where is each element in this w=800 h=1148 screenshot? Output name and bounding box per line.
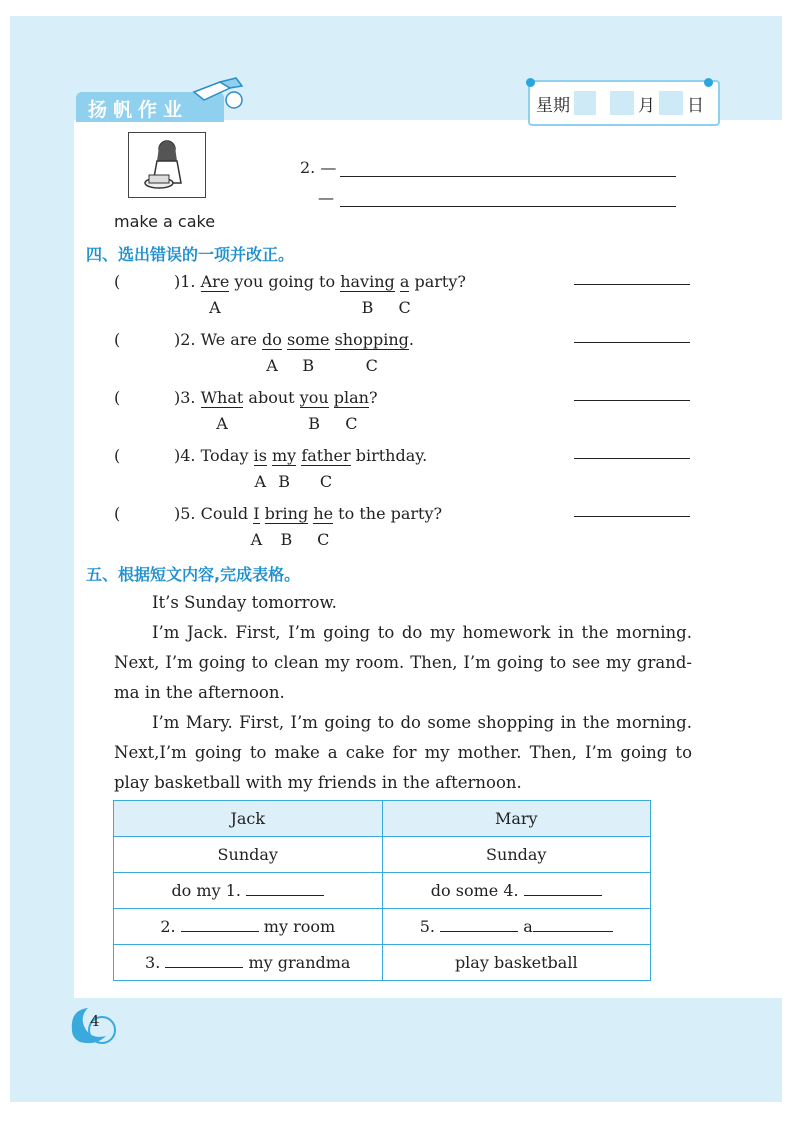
passage-jack: I’m Jack. First, I’m going to do my homework in the morning. Next, I’m going to clean my room. Then, I’m going to see my grand-ma in the afternoon.: [114, 623, 692, 702]
girl-making-cake-illustration: [128, 132, 206, 198]
option-c: a C: [398, 272, 411, 317]
date-week-label: 星期: [536, 95, 570, 116]
question-4: [114, 446, 694, 502]
dialog-dash: —: [320, 158, 337, 177]
option-b: you B: [299, 388, 329, 433]
date-day-field[interactable]: [659, 91, 683, 115]
correction-line[interactable]: [574, 516, 690, 517]
question-sentence: )1. Are A you going to having B a C party?: [174, 272, 466, 317]
question-number: )5.: [174, 504, 196, 523]
question-number: )4.: [174, 446, 196, 465]
section-4-title: 四、选出错误的一项并改正。: [86, 245, 295, 264]
question-1: [114, 272, 694, 328]
option-c: shopping C: [334, 330, 409, 375]
blank-1[interactable]: [246, 882, 324, 896]
correction-line[interactable]: [574, 458, 690, 459]
question-3: [114, 388, 694, 444]
option-a: Are A: [200, 272, 230, 317]
pencil-hand-icon: [190, 74, 250, 114]
option-a: What A: [200, 388, 244, 433]
passage-mary: I’m Mary. First, I’m going to do some shopping in the morning. Next,I’m going to make a cake for my mother. Then, I’m going to play basketball with my friends in the afternoon.: [114, 713, 692, 792]
option-c: plan C: [333, 388, 369, 433]
girl-cake-icon: [129, 133, 205, 197]
table-cell: Sunday: [382, 837, 651, 873]
option-b: bring B: [264, 504, 309, 549]
option-b: some B: [287, 330, 330, 375]
option-c: father C: [301, 446, 351, 491]
answer-table: [113, 800, 651, 981]
answer-paren: (: [114, 272, 121, 291]
blank-4[interactable]: [524, 882, 602, 896]
table-cell: play basketball: [382, 945, 651, 981]
option-b: my B: [272, 446, 297, 491]
table-header-jack: Jack: [114, 801, 383, 837]
correction-line[interactable]: [574, 342, 690, 343]
question-sentence: )3. What A about you B plan C ?: [174, 388, 378, 433]
header-badge: 扬帆作业: [76, 92, 224, 122]
dialog-line-1: [300, 158, 336, 177]
table-cell: 5. a: [382, 909, 651, 945]
section-5-title: 五、根据短文内容,完成表格。: [86, 565, 301, 584]
picture-caption: make a cake: [114, 212, 216, 231]
answer-line[interactable]: [340, 206, 676, 207]
blank-5[interactable]: [440, 918, 518, 932]
answer-paren: (: [114, 330, 121, 349]
option-a: I A: [250, 504, 263, 549]
date-day-label: 日: [687, 95, 704, 116]
date-box: [528, 80, 720, 126]
option-a: do A: [262, 330, 282, 375]
correction-line[interactable]: [574, 400, 690, 401]
question-sentence: )5. Could I A bring B he C to the party?: [174, 504, 443, 549]
table-cell: 3. my grandma: [114, 945, 383, 981]
question-2: [114, 330, 694, 386]
table-cell: do my 1.: [114, 873, 383, 909]
question-number: )1.: [174, 272, 196, 291]
date-month-field[interactable]: [610, 91, 634, 115]
table-cell: 2. my room: [114, 909, 383, 945]
question-5: [114, 504, 694, 560]
blank-2[interactable]: [181, 918, 259, 932]
option-a: is A: [253, 446, 267, 491]
answer-paren: (: [114, 388, 121, 407]
correction-line[interactable]: [574, 284, 690, 285]
answer-paren: (: [114, 504, 121, 523]
page-number: 4: [90, 1012, 100, 1030]
date-week-field[interactable]: [574, 91, 596, 115]
blank-3[interactable]: [165, 954, 243, 968]
question-sentence: )4. Today is A my B father C birthday.: [174, 446, 428, 491]
question-number: )3.: [174, 388, 196, 407]
option-b: having B: [340, 272, 395, 317]
pin-icon: [704, 78, 713, 87]
dialog-number: 2.: [300, 158, 316, 177]
table-cell: Sunday: [114, 837, 383, 873]
pin-icon: [526, 78, 535, 87]
table-header-mary: Mary: [382, 801, 651, 837]
question-number: )2.: [174, 330, 196, 349]
option-c: he C: [313, 504, 334, 549]
table-cell: do some 4.: [382, 873, 651, 909]
question-sentence: )2. We are do A some B shopping C .: [174, 330, 414, 375]
answer-paren: (: [114, 446, 121, 465]
date-month-label: 月: [638, 95, 655, 116]
page-number-badge: [66, 1000, 122, 1046]
passage-line-1: It’s Sunday tomorrow.: [152, 593, 337, 612]
blank-5b[interactable]: [533, 918, 613, 932]
answer-line[interactable]: [340, 176, 676, 177]
dialog-dash: —: [318, 188, 334, 207]
